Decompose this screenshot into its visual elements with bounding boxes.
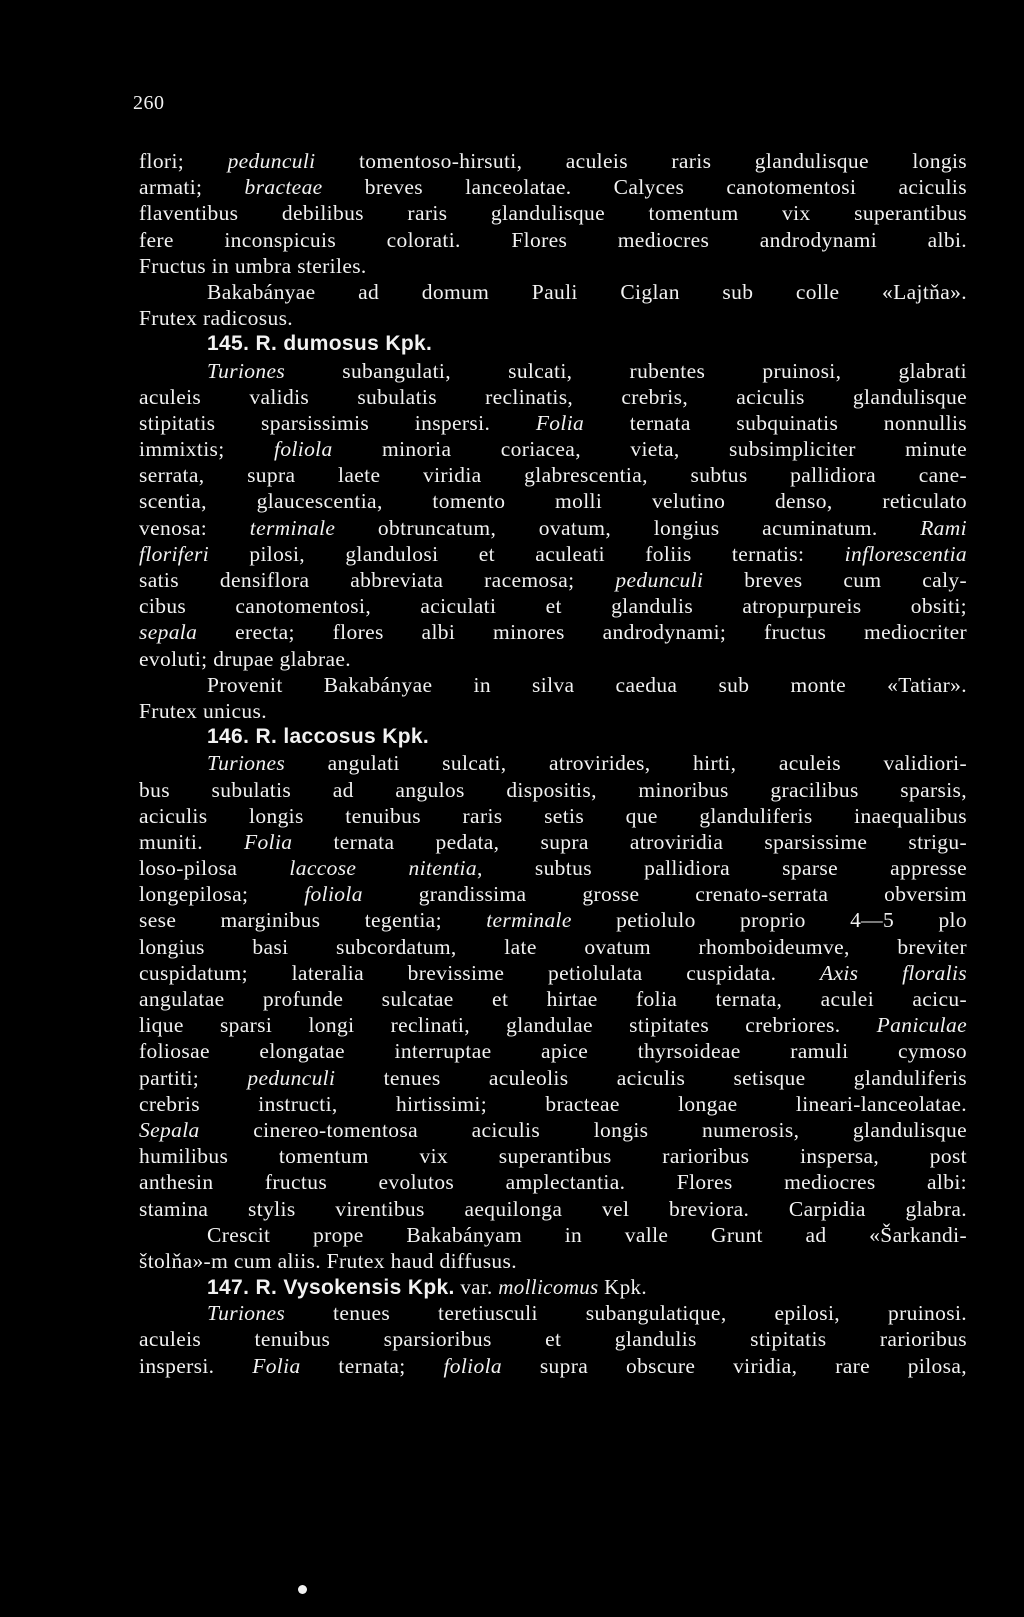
heading-variety — [455, 1275, 647, 1299]
text-line — [139, 907, 967, 933]
text-run: stamina stylis virentibus aequilonga vel breviora. Carpidia glabra. — [139, 1196, 967, 1221]
text-line — [139, 881, 967, 907]
text-run: Kpk. — [598, 1275, 647, 1300]
text-run: breves lanceolatae. Calyces canotomentosi aciculis — [322, 175, 967, 200]
text-line — [139, 777, 967, 803]
text-run: 146. R. laccosus Kpk. — [207, 725, 430, 749]
text-run: angulatae profunde sulcatae et hirtae folia ternata, aculei acicu- — [139, 987, 967, 1011]
text-run: obtruncatum, ovatum, longius acuminatum. — [335, 515, 921, 540]
text-line — [139, 750, 967, 776]
text-line — [139, 253, 967, 279]
text-run: pilosi, glandulosi et aculeati foliis ternatis: — [209, 541, 845, 566]
text-line — [139, 1169, 967, 1195]
text-run: ternata pedata, supra atroviridia sparsissime strigu- — [292, 829, 967, 854]
text-run: Frutex radicosus. — [139, 306, 294, 331]
text-run: ternata; — [300, 1353, 444, 1378]
text-line — [139, 1091, 967, 1117]
bullet-mark — [298, 1585, 307, 1594]
italic-term: Turiones — [207, 1301, 286, 1326]
italic-term: terminale — [249, 515, 336, 540]
text-run: Crescit prope Bakabányam in valle Grunt ad «Šarkandi- — [207, 1222, 967, 1247]
text-run: 147. R. Vysokensis Kpk. — [207, 1276, 455, 1300]
text-run: aculeis validis subulatis reclinatis, crebris, aciculis glandulisque — [139, 384, 967, 409]
italic-term: Turiones — [207, 358, 286, 383]
italic-term: floriferi — [139, 541, 210, 566]
text-line — [139, 1248, 967, 1274]
text-run: flaventibus debilibus raris glandulisque tomentum vix superantibus — [139, 201, 967, 226]
text-run: tomentoso-hirsuti, aculeis raris glandulisque longis — [315, 149, 967, 173]
text-run: 145. R. dumosus Kpk. — [207, 332, 433, 356]
text-run: crebris instructi, hirtissimi; bracteae longae lineari-lanceolatae. — [139, 1091, 967, 1116]
text-run: Fructus in umbra steriles. — [139, 253, 367, 278]
italic-term: Folia — [244, 829, 293, 854]
text-run: stipitatis sparsissimis inspersi. — [139, 410, 536, 435]
italic-term: foliola — [274, 437, 333, 462]
text-line — [139, 200, 967, 226]
text-line — [139, 279, 967, 305]
text-run: Provenit Bakabányae in silva caedua sub monte «Tatiar». — [207, 672, 967, 697]
italic-term: terminale — [486, 908, 572, 933]
text-line — [139, 619, 967, 645]
italic-term: pedunculi — [615, 568, 704, 592]
text-line — [139, 803, 967, 829]
page-number: 260 — [133, 92, 165, 114]
text-run: flori; — [139, 149, 228, 173]
text-run: cibus canotomentosi, aciculati et glandulis atropurpureis obsiti; — [139, 594, 967, 619]
text-run: , subtus pallidiora sparse appresse — [476, 856, 967, 881]
italic-term: laccose nitentia — [289, 856, 477, 881]
text-run: armati; — [139, 175, 245, 200]
italic-term: inflorescentia — [844, 541, 967, 566]
document-body — [139, 148, 967, 1379]
text-run: immixtis; — [139, 437, 275, 462]
text-line — [139, 384, 967, 410]
italic-term: foliola — [304, 882, 363, 907]
text-run: satis densiflora abbreviata racemosa; — [139, 568, 616, 592]
text-run: cinereo-tomentosa aciculis longis numerosis, glandulisque — [199, 1117, 967, 1142]
text-run: muniti. — [139, 829, 245, 854]
text-line — [139, 305, 967, 331]
text-line — [139, 358, 967, 384]
text-run: loso-pilosa — [139, 856, 290, 881]
text-line — [139, 646, 967, 672]
italic-term: pedunculi — [227, 149, 316, 173]
text-line — [139, 1143, 967, 1169]
text-line — [139, 462, 967, 488]
text-line — [139, 1326, 967, 1352]
italic-term: foliola — [443, 1353, 503, 1378]
text-line — [139, 1012, 967, 1038]
text-line — [139, 410, 967, 436]
italic-term: Rami — [920, 515, 967, 540]
text-run: evoluti; drupae glabrae. — [139, 646, 351, 671]
text-run: aculeis tenuibus sparsioribus et glandulis stipitatis rarioribus — [139, 1327, 967, 1352]
entry-heading — [139, 1274, 967, 1300]
text-line — [139, 593, 967, 619]
text-run: angulati sulcati, atrovirides, hirti, aculeis validiori- — [285, 751, 967, 776]
text-run: humilibus tomentum vix superantibus rarioribus inspersa, post — [139, 1144, 967, 1169]
text-line — [139, 436, 967, 462]
text-run: inspersi. — [139, 1353, 253, 1378]
text-line — [139, 541, 967, 567]
text-line — [139, 148, 967, 174]
text-line — [139, 1065, 967, 1091]
text-line — [139, 1353, 967, 1379]
text-line — [139, 960, 967, 986]
entry-heading — [139, 331, 967, 357]
text-run: lique sparsi longi reclinati, glandulae stipitates crebriores. — [139, 1013, 877, 1038]
text-line — [139, 488, 967, 514]
text-run: subangulati, sulcati, rubentes pruinosi, glabrati — [285, 358, 967, 383]
text-line — [139, 1300, 967, 1326]
text-run: petiolulo proprio 4—5 plo — [571, 908, 967, 933]
text-run: fere inconspicuis colorati. Flores mediocres androdynami albi. — [139, 227, 967, 252]
text-line — [139, 934, 967, 960]
italic-term: mollicomus — [498, 1275, 599, 1300]
text-run: erecta; flores albi minores androdynami; fructus mediocriter — [197, 620, 967, 645]
italic-term: Paniculae — [876, 1013, 967, 1038]
text-run: venosa: — [139, 515, 250, 540]
text-run: grandissima grosse crenato-serrata obversim — [362, 882, 967, 907]
text-run: cuspidatum; lateralia brevissime petiolulata cuspidata. — [139, 960, 820, 985]
text-run: tenues teretiusculi subangulatique, epilosi, pruinosi. — [285, 1301, 967, 1326]
text-line — [139, 986, 967, 1012]
text-line — [139, 174, 967, 200]
text-line — [139, 1222, 967, 1248]
italic-term: pedunculi — [247, 1065, 336, 1090]
text-run: Bakabányae ad domum Pauli Ciglan sub colle «Lajtňa». — [207, 279, 967, 304]
text-run: sese marginibus tegentia; — [139, 908, 487, 933]
text-line — [139, 829, 967, 855]
italic-term: Turiones — [207, 751, 286, 776]
text-run: aciculis longis tenuibus raris setis que glanduliferis inaequalibus — [139, 803, 967, 828]
text-run: serrata, supra laete viridia glabrescentia, subtus pallidiora cane- — [139, 463, 967, 488]
text-line — [139, 567, 967, 593]
text-run: longius basi subcordatum, late ovatum rhomboideumve, breviter — [139, 934, 967, 959]
italic-term: sepala — [139, 620, 198, 645]
text-run: foliosae elongatae interruptae apice thyrsoideae ramuli cymoso — [139, 1039, 967, 1064]
text-run: partiti; — [139, 1065, 248, 1090]
entry-heading — [139, 724, 967, 750]
text-run: minoria coriacea, vieta, subsimpliciter minute — [332, 437, 967, 462]
text-run: štolňa»-m cum aliis. Frutex haud diffusus. — [139, 1248, 517, 1273]
text-run: supra obscure viridia, rare pilosa, — [502, 1353, 967, 1378]
text-run: scentia, glaucescentia, tomento molli velutino denso, reticulato — [139, 489, 967, 514]
text-line — [139, 855, 967, 881]
text-line — [139, 1038, 967, 1064]
text-line — [139, 1117, 967, 1143]
italic-term: Folia — [535, 410, 585, 435]
text-run: Frutex unicus. — [139, 698, 267, 723]
italic-term: Folia — [252, 1353, 301, 1378]
text-line — [139, 227, 967, 253]
text-line — [139, 672, 967, 698]
italic-term: Axis floralis — [819, 960, 967, 985]
text-line — [139, 1196, 967, 1222]
text-run: tenues aculeolis aciculis setisque glanduliferis — [335, 1065, 967, 1090]
text-run: breves cum caly- — [703, 568, 967, 592]
text-run: longepilosa; — [139, 882, 305, 907]
text-line — [139, 698, 967, 724]
italic-term: Sepala — [139, 1117, 200, 1142]
text-run: var. — [454, 1275, 499, 1300]
italic-term: bracteae — [244, 175, 323, 200]
text-run: bus subulatis ad angulos dispositis, minoribus gracilibus sparsis, — [139, 777, 967, 802]
text-line — [139, 515, 967, 541]
text-run: ternata subquinatis nonnullis — [584, 410, 967, 435]
text-run: anthesin fructus evolutos amplectantia. Flores mediocres albi: — [139, 1170, 967, 1195]
